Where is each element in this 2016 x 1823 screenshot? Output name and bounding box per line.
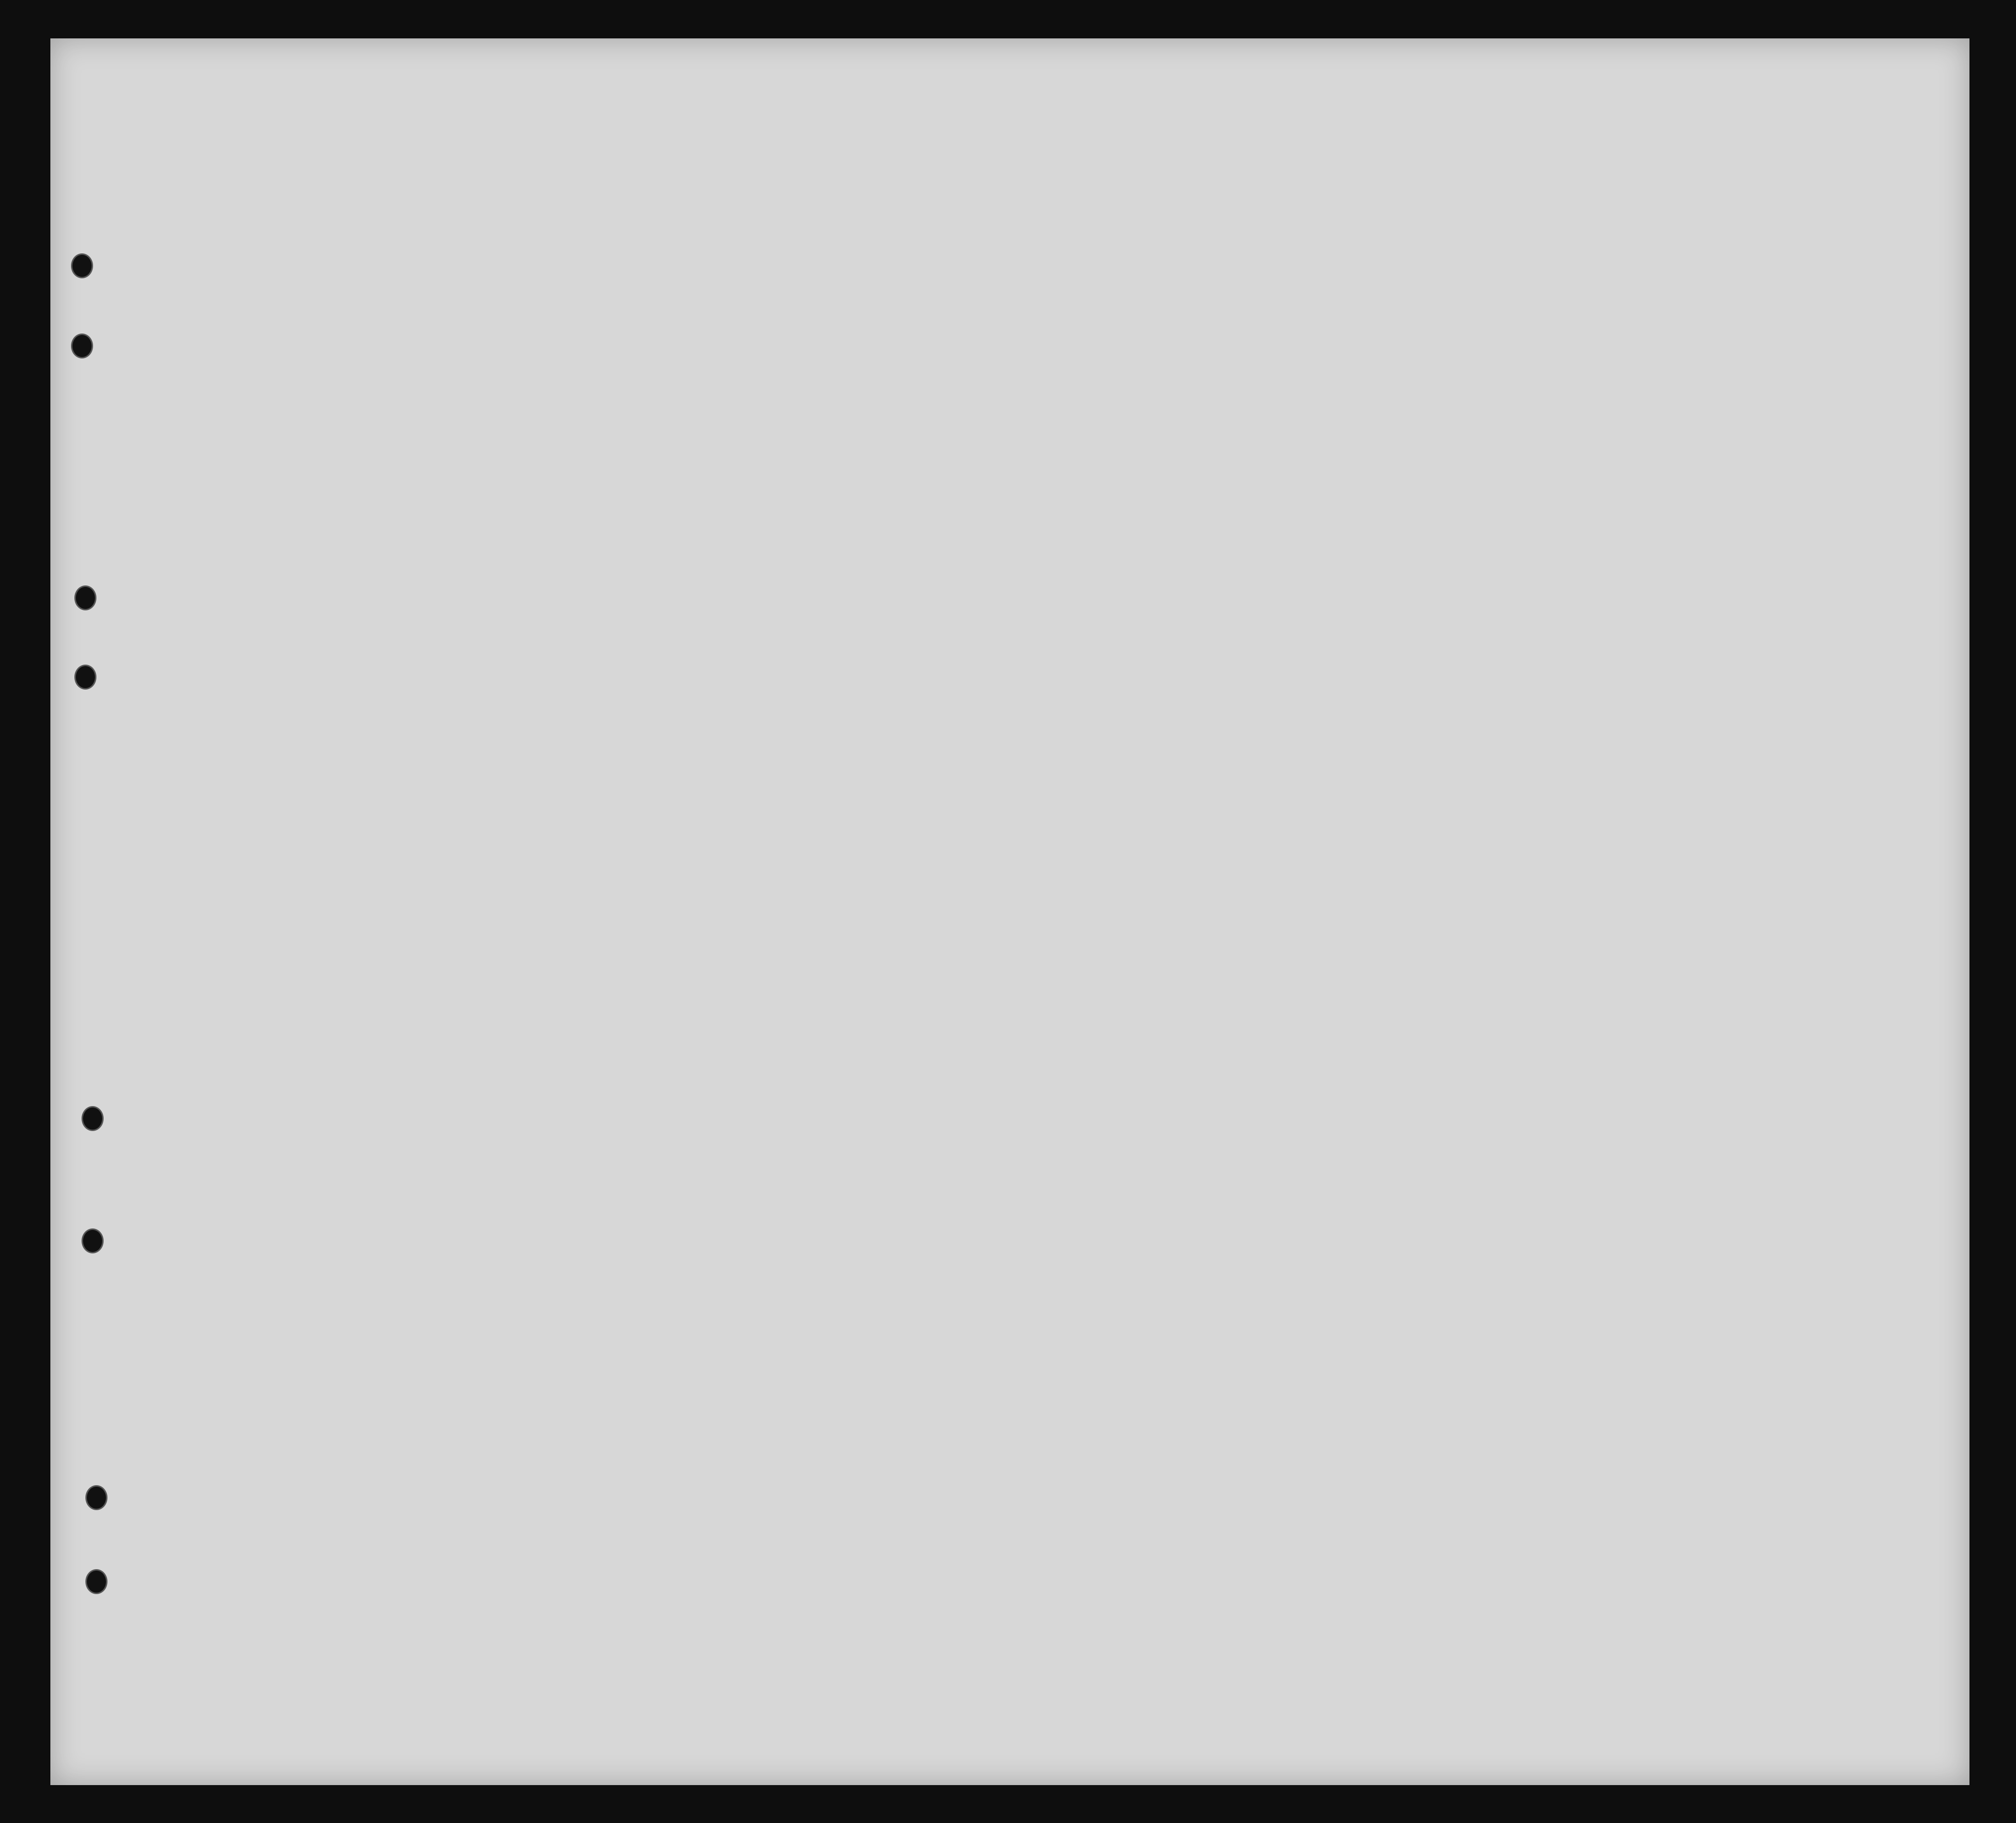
binder-hole bbox=[85, 1485, 107, 1510]
binder-hole bbox=[71, 253, 93, 278]
binder-hole bbox=[82, 1106, 104, 1131]
binder-hole bbox=[74, 585, 96, 610]
binder-hole bbox=[82, 1228, 104, 1253]
binder-hole bbox=[71, 334, 93, 358]
binder-hole bbox=[74, 665, 96, 690]
binder-hole bbox=[85, 1569, 107, 1594]
